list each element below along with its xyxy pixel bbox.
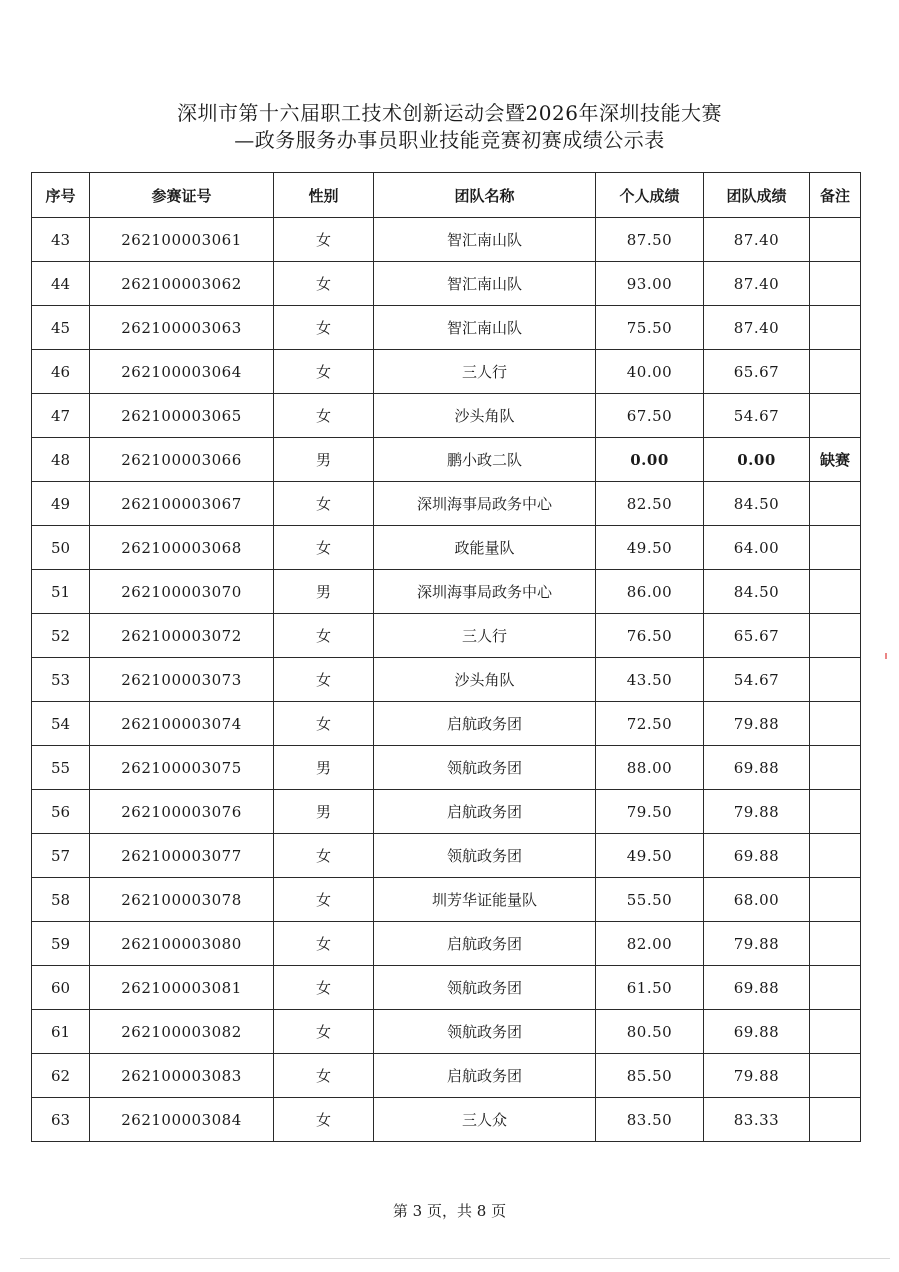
- cell-team-score: 83.33: [704, 1098, 810, 1142]
- cell-gender: 女: [274, 878, 374, 922]
- cell-note: [810, 922, 861, 966]
- cell-personal-score: 61.50: [596, 966, 704, 1010]
- cell-seq: 54: [32, 702, 90, 746]
- cell-note: [810, 1010, 861, 1054]
- cell-seq: 52: [32, 614, 90, 658]
- table-row: [32, 658, 861, 702]
- cell-note: [810, 482, 861, 526]
- cell-seq: 43: [32, 218, 90, 262]
- cell-gender: 男: [274, 438, 374, 482]
- cell-seq: 47: [32, 394, 90, 438]
- header-row: [32, 173, 861, 218]
- cell-team-name: 圳芳华证能量队: [374, 878, 596, 922]
- cell-personal-score: 76.50: [596, 614, 704, 658]
- cell-note: [810, 746, 861, 790]
- cell-team-name: 领航政务团: [374, 966, 596, 1010]
- cell-personal-score: 85.50: [596, 1054, 704, 1098]
- cell-gender: 女: [274, 526, 374, 570]
- cell-note: [810, 702, 861, 746]
- cell-id: 262100003067: [90, 482, 274, 526]
- header-personal-score: 个人成绩: [596, 173, 704, 218]
- cell-team-name: 启航政务团: [374, 1054, 596, 1098]
- cell-personal-score: 67.50: [596, 394, 704, 438]
- cell-team-name: 鹏小政二队: [374, 438, 596, 482]
- table-row: [32, 614, 861, 658]
- cell-gender: 女: [274, 1054, 374, 1098]
- cell-personal-score: 86.00: [596, 570, 704, 614]
- cell-gender: 女: [274, 614, 374, 658]
- table-row: [32, 262, 861, 306]
- cell-id: 262100003078: [90, 878, 274, 922]
- cell-gender: 女: [274, 834, 374, 878]
- cell-id: 262100003068: [90, 526, 274, 570]
- cell-team-score: 65.67: [704, 614, 810, 658]
- cell-personal-score: 88.00: [596, 746, 704, 790]
- cell-note: [810, 350, 861, 394]
- cell-team-name: 启航政务团: [374, 922, 596, 966]
- cell-personal-score: 83.50: [596, 1098, 704, 1142]
- cell-team-score: 64.00: [704, 526, 810, 570]
- cell-team-name: 深圳海事局政务中心: [374, 482, 596, 526]
- cell-team-name: 深圳海事局政务中心: [374, 570, 596, 614]
- cell-note: 缺赛: [810, 438, 861, 482]
- cell-seq: 59: [32, 922, 90, 966]
- table-row: [32, 966, 861, 1010]
- table-row: [32, 834, 861, 878]
- cell-personal-score: 43.50: [596, 658, 704, 702]
- cell-personal-score: 49.50: [596, 526, 704, 570]
- document-title-line-1: 深圳市第十六届职工技术创新运动会暨2026年深圳技能大赛: [177, 101, 722, 125]
- table-row: [32, 438, 861, 482]
- cell-seq: 62: [32, 1054, 90, 1098]
- cell-team-name: 启航政务团: [374, 790, 596, 834]
- cell-personal-score: 87.50: [596, 218, 704, 262]
- cell-id: 262100003066: [90, 438, 274, 482]
- cell-team-name: 沙头角队: [374, 658, 596, 702]
- header-note: 备注: [810, 173, 861, 218]
- table-row: [32, 922, 861, 966]
- cell-team-name: 智汇南山队: [374, 218, 596, 262]
- cell-personal-score: 82.50: [596, 482, 704, 526]
- cell-note: [810, 526, 861, 570]
- cell-seq: 63: [32, 1098, 90, 1142]
- cell-gender: 女: [274, 482, 374, 526]
- cell-team-score: 84.50: [704, 482, 810, 526]
- red-speck: [885, 653, 887, 659]
- results-table-body: [32, 218, 861, 1142]
- cell-team-score: 65.67: [704, 350, 810, 394]
- cell-seq: 49: [32, 482, 90, 526]
- table-row: [32, 1098, 861, 1142]
- cell-gender: 女: [274, 1010, 374, 1054]
- cell-team-score: 79.88: [704, 1054, 810, 1098]
- cell-team-name: 智汇南山队: [374, 306, 596, 350]
- cell-team-score: 79.88: [704, 702, 810, 746]
- cell-team-score: 69.88: [704, 746, 810, 790]
- cell-gender: 女: [274, 306, 374, 350]
- cell-team-score: 54.67: [704, 394, 810, 438]
- table-row: [32, 746, 861, 790]
- cell-gender: 男: [274, 570, 374, 614]
- cell-personal-score: 93.00: [596, 262, 704, 306]
- cell-team-score: 69.88: [704, 1010, 810, 1054]
- cell-note: [810, 658, 861, 702]
- cell-note: [810, 790, 861, 834]
- cell-id: 262100003081: [90, 966, 274, 1010]
- cell-note: [810, 394, 861, 438]
- cell-team-name: 三人众: [374, 1098, 596, 1142]
- cell-gender: 女: [274, 218, 374, 262]
- cell-team-name: 领航政务团: [374, 1010, 596, 1054]
- cell-gender: 女: [274, 262, 374, 306]
- cell-seq: 46: [32, 350, 90, 394]
- cell-note: [810, 1054, 861, 1098]
- cell-personal-score: 79.50: [596, 790, 704, 834]
- cell-note: [810, 306, 861, 350]
- cell-note: [810, 966, 861, 1010]
- cell-team-score: 79.88: [704, 790, 810, 834]
- table-row: [32, 306, 861, 350]
- cell-id: 262100003083: [90, 1054, 274, 1098]
- cell-id: 262100003061: [90, 218, 274, 262]
- cell-seq: 44: [32, 262, 90, 306]
- cell-team-name: 政能量队: [374, 526, 596, 570]
- cell-id: 262100003064: [90, 350, 274, 394]
- cell-gender: 女: [274, 702, 374, 746]
- scan-edge-line: [20, 1258, 890, 1259]
- cell-personal-score: 55.50: [596, 878, 704, 922]
- page-footer: 第 3 页，共 8 页: [392, 1202, 507, 1220]
- cell-seq: 51: [32, 570, 90, 614]
- table-row: [32, 218, 861, 262]
- cell-team-score: 84.50: [704, 570, 810, 614]
- cell-note: [810, 218, 861, 262]
- cell-id: 262100003080: [90, 922, 274, 966]
- cell-team-score: 69.88: [704, 966, 810, 1010]
- cell-note: [810, 570, 861, 614]
- cell-id: 262100003082: [90, 1010, 274, 1054]
- table-row: [32, 526, 861, 570]
- table-row: [32, 482, 861, 526]
- cell-id: 262100003074: [90, 702, 274, 746]
- table-row: [32, 878, 861, 922]
- cell-team-score: 68.00: [704, 878, 810, 922]
- table-row: [32, 350, 861, 394]
- cell-personal-score: 72.50: [596, 702, 704, 746]
- cell-gender: 男: [274, 746, 374, 790]
- cell-note: [810, 262, 861, 306]
- cell-personal-score: 0.00: [596, 438, 704, 482]
- cell-team-score: 87.40: [704, 218, 810, 262]
- cell-personal-score: 40.00: [596, 350, 704, 394]
- cell-team-name: 三人行: [374, 350, 596, 394]
- cell-seq: 61: [32, 1010, 90, 1054]
- cell-id: 262100003062: [90, 262, 274, 306]
- cell-id: 262100003065: [90, 394, 274, 438]
- table-row: [32, 702, 861, 746]
- cell-team-score: 54.67: [704, 658, 810, 702]
- cell-team-name: 领航政务团: [374, 834, 596, 878]
- cell-gender: 女: [274, 1098, 374, 1142]
- cell-note: [810, 834, 861, 878]
- cell-id: 262100003063: [90, 306, 274, 350]
- cell-id: 262100003077: [90, 834, 274, 878]
- cell-id: 262100003075: [90, 746, 274, 790]
- cell-note: [810, 1098, 861, 1142]
- cell-team-name: 智汇南山队: [374, 262, 596, 306]
- cell-team-name: 领航政务团: [374, 746, 596, 790]
- cell-id: 262100003070: [90, 570, 274, 614]
- cell-team-name: 三人行: [374, 614, 596, 658]
- cell-gender: 女: [274, 966, 374, 1010]
- cell-team-name: 沙头角队: [374, 394, 596, 438]
- document-title-line-2: —政务服务办事员职业技能竞赛初赛成绩公示表: [234, 128, 665, 152]
- cell-seq: 58: [32, 878, 90, 922]
- cell-team-score: 69.88: [704, 834, 810, 878]
- header-id: 参赛证号: [90, 173, 274, 218]
- cell-gender: 女: [274, 350, 374, 394]
- table-row: [32, 790, 861, 834]
- cell-note: [810, 878, 861, 922]
- cell-id: 262100003073: [90, 658, 274, 702]
- cell-personal-score: 75.50: [596, 306, 704, 350]
- cell-note: [810, 614, 861, 658]
- cell-gender: 男: [274, 790, 374, 834]
- table-row: [32, 394, 861, 438]
- header-team-name: 团队名称: [374, 173, 596, 218]
- cell-seq: 53: [32, 658, 90, 702]
- cell-personal-score: 80.50: [596, 1010, 704, 1054]
- cell-seq: 50: [32, 526, 90, 570]
- table-row: [32, 1054, 861, 1098]
- cell-team-score: 0.00: [704, 438, 810, 482]
- cell-personal-score: 82.00: [596, 922, 704, 966]
- cell-team-score: 79.88: [704, 922, 810, 966]
- cell-seq: 48: [32, 438, 90, 482]
- results-table: [31, 172, 861, 1142]
- table-row: [32, 570, 861, 614]
- cell-id: 262100003072: [90, 614, 274, 658]
- cell-team-score: 87.40: [704, 262, 810, 306]
- header-seq: 序号: [32, 173, 90, 218]
- cell-id: 262100003076: [90, 790, 274, 834]
- cell-team-score: 87.40: [704, 306, 810, 350]
- results-table-header: [32, 173, 861, 218]
- header-gender: 性别: [274, 173, 374, 218]
- cell-id: 262100003084: [90, 1098, 274, 1142]
- cell-personal-score: 49.50: [596, 834, 704, 878]
- cell-seq: 45: [32, 306, 90, 350]
- cell-seq: 60: [32, 966, 90, 1010]
- cell-team-name: 启航政务团: [374, 702, 596, 746]
- cell-seq: 57: [32, 834, 90, 878]
- cell-seq: 55: [32, 746, 90, 790]
- header-team-score: 团队成绩: [704, 173, 810, 218]
- cell-gender: 女: [274, 658, 374, 702]
- cell-gender: 女: [274, 922, 374, 966]
- table-row: [32, 1010, 861, 1054]
- cell-gender: 女: [274, 394, 374, 438]
- cell-seq: 56: [32, 790, 90, 834]
